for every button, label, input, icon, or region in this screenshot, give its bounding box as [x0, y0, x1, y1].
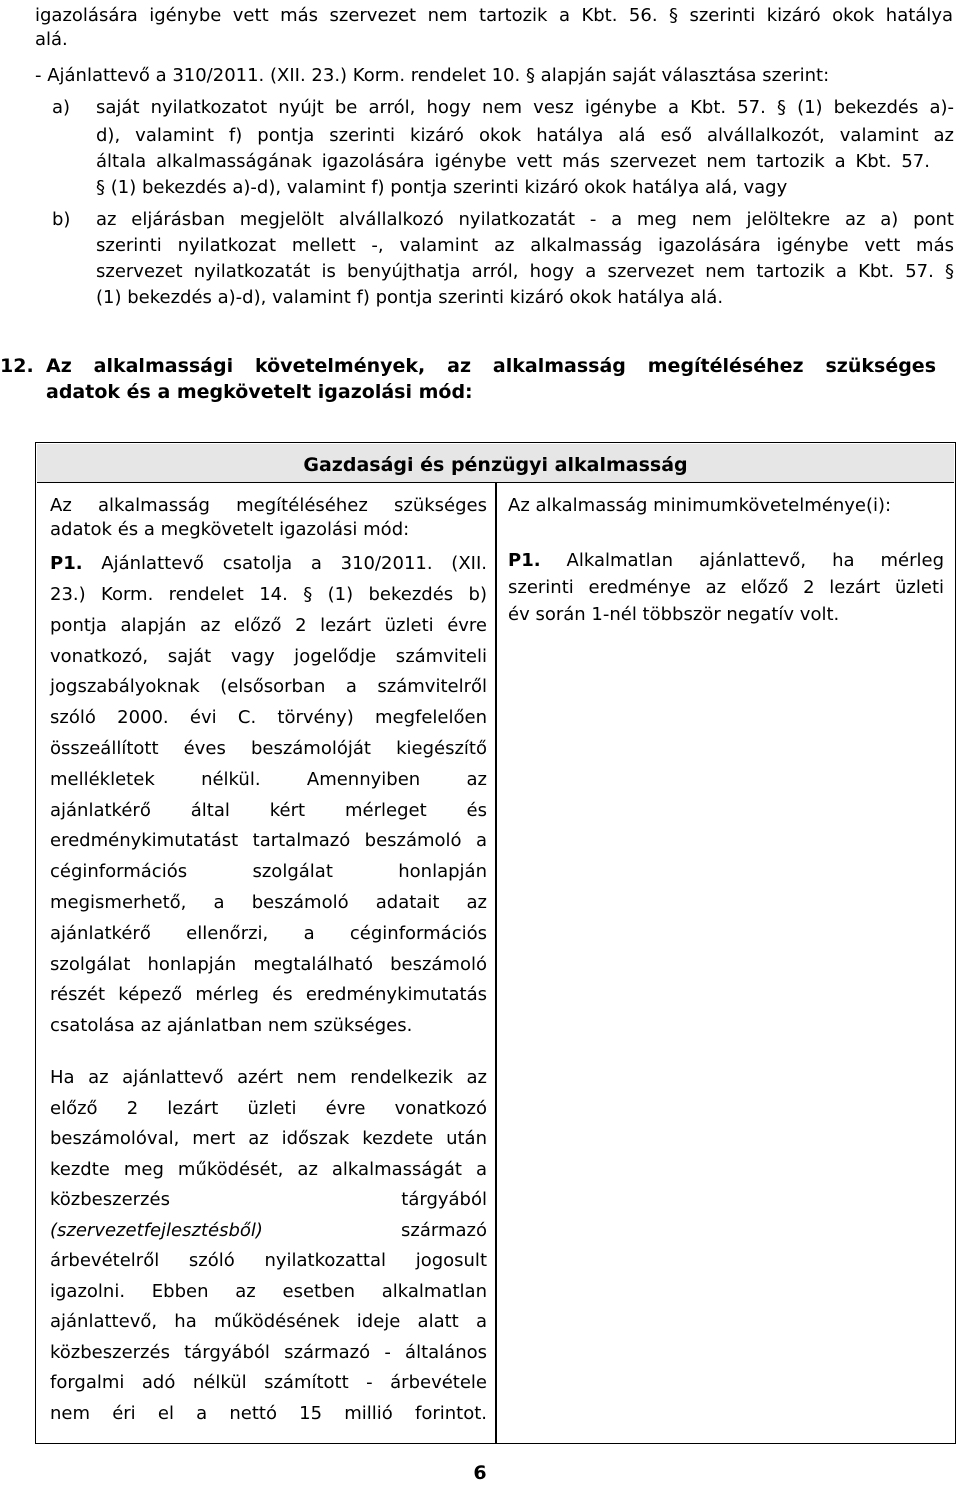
- left-p1-line: részét képező mérleg és eredménykimutatás: [50, 984, 487, 1006]
- left-p1-line: megismerhető, a beszámoló adatait az: [50, 892, 487, 913]
- item-a-marker: a): [52, 97, 71, 118]
- left-para2-line: Ha az ajánlattevő azért nem rendelkezik az: [50, 1067, 487, 1088]
- item-a-line-3: általa alkalmasságának igazolására igénybe vett más szervezet nem tartozik a Kbt. 57.: [96, 151, 930, 172]
- left-p1-line: ajánlatkérő által kért mérleget és: [50, 799, 487, 821]
- phrase-rest: származó: [262, 1219, 487, 1241]
- italic-phrase: (szervezetfejlesztésből): [50, 1219, 263, 1241]
- item-b-marker: b): [52, 209, 71, 230]
- left-p1-line: mellékletek nélkül. Amennyiben az: [50, 768, 487, 790]
- left-p1-first-line: [50, 552, 487, 576]
- left-para2-line: árbevételről szóló nyilatkozattal jogosult: [50, 1250, 487, 1271]
- intro-line-3: - Ajánlattevő a 310/2011. (XII. 23.) Korm. rendelet 10. § alapján saját választása szerint:: [35, 65, 830, 86]
- table-header: Gazdasági és pénzügyi alkalmasság: [303, 454, 688, 476]
- right-p1-line-1: szerinti eredménye az előző 2 lezárt üzleti: [508, 577, 944, 598]
- left-p1-line: vonatkozó, saját vagy jogelődje számviteli: [50, 645, 487, 667]
- section-number-text: 12.: [0, 355, 34, 377]
- item-a-line-2: d), valamint f) pontja szerinti kizáró okok hatálya alá eső alvállalkozót, valamint az: [96, 125, 954, 146]
- right-p1-first: Alkalmatlan ajánlattevő, ha mérleg: [540, 550, 944, 571]
- section-title-line-2: adatok és a megkövetelt igazolási mód:: [46, 381, 473, 403]
- left-para2-line: [50, 1219, 487, 1243]
- left-para2-line: forgalmi adó nélkül számított - árbevétele: [50, 1372, 487, 1393]
- left-para2-line: igazolni. Ebben az esetben alkalmatlan: [50, 1280, 487, 1302]
- item-a-line-4: § (1) bekezdés a)-d), valamint f) pontja szerinti kizáró okok hatálya alá, vagy: [96, 177, 788, 198]
- page-number: 6: [473, 1462, 487, 1484]
- left-p1-line: jogszabályoknak (elsősorban a számvitelről: [50, 676, 487, 698]
- left-intro-line-2: adatok és a megkövetelt igazolási mód:: [50, 519, 410, 540]
- item-b-line-3: szervezet nyilatkozatát is benyújthatja arról, hogy a szervezet nem tartozik a Kbt. 57. §: [96, 261, 954, 282]
- intro-line-1: igazolására igénybe vett más szervezet nem tartozik a Kbt. 56. § szerinti kizáró okok hatálya: [35, 5, 953, 26]
- left-p1-line: ajánlatkérő ellenőrzi, a céginformációs: [50, 922, 487, 944]
- right-p1-first-line: [508, 549, 944, 573]
- right-p1-label: P1.: [508, 550, 541, 571]
- left-para2-line: előző 2 lezárt üzleti évre vonatkozó: [50, 1097, 487, 1119]
- left-para2-line: nem éri el a nettó 15 millió forintot.: [50, 1402, 487, 1424]
- left-p1-line: 23.) Korm. rendelet 14. § (1) bekezdés b): [50, 584, 487, 605]
- left-p1-line: összeállított éves beszámolóját kiegészítő: [50, 738, 487, 759]
- left-para2-line: kezdte meg működését, az alkalmasságát a: [50, 1158, 487, 1180]
- column-divider: [495, 483, 497, 1443]
- left-para2-line: beszámolóval, mert az időszak kezdete után: [50, 1128, 487, 1149]
- left-p1-line: pontja alapján az előző 2 lezárt üzleti évre: [50, 614, 487, 636]
- section-title-line-1: Az alkalmassági követelmények, az alkalmasság megítéléséhez szükséges: [46, 355, 936, 377]
- intro-line-2: alá.: [35, 29, 68, 50]
- item-b-line-4: (1) bekezdés a)-d), valamint f) pontja szerinti kizáró okok hatálya alá.: [96, 287, 724, 308]
- section-number: [0, 354, 34, 378]
- right-intro: Az alkalmasság minimumkövetelménye(i):: [508, 495, 892, 516]
- left-intro-line-1: Az alkalmasság megítéléséhez szükséges: [50, 495, 487, 516]
- item-b-line-2: szerinti nyilatkozat mellett -, valamint az alkalmasság igazolására igénybe vett más: [96, 235, 954, 256]
- left-para2-line: közbeszerzés tárgyából: [50, 1189, 487, 1210]
- left-p1-label: P1.: [50, 553, 83, 574]
- left-p1-line: szolgálat honlapján megtalálható beszámoló: [50, 953, 487, 975]
- left-p1-first: Ajánlattevő csatolja a 310/2011. (XII.: [82, 553, 487, 574]
- left-para2-line: ajánlattevő, ha működésének ideje alatt a: [50, 1311, 487, 1332]
- left-para2-line: közbeszerzés tárgyából származó - általános: [50, 1341, 487, 1363]
- right-p1-line-2: év során 1-nél többször negatív volt.: [508, 604, 840, 625]
- left-p1-line: szóló 2000. évi C. törvény) megfelelően: [50, 707, 487, 729]
- item-b-line-1: az eljárásban megjelölt alvállalkozó nyilatkozatát - a meg nem jelöltekre az a) pont: [96, 209, 954, 230]
- item-a-line-1: saját nyilatkozatot nyújt be arról, hogy nem vesz igénybe a Kbt. 57. § (1) bekezdés a)-: [96, 97, 954, 118]
- left-p1-line: céginformációs szolgálat honlapján: [50, 861, 487, 883]
- left-p1-line: csatolása az ajánlatban nem szükséges.: [50, 1015, 413, 1037]
- left-p1-line: eredménykimutatást tartalmazó beszámoló a: [50, 830, 487, 852]
